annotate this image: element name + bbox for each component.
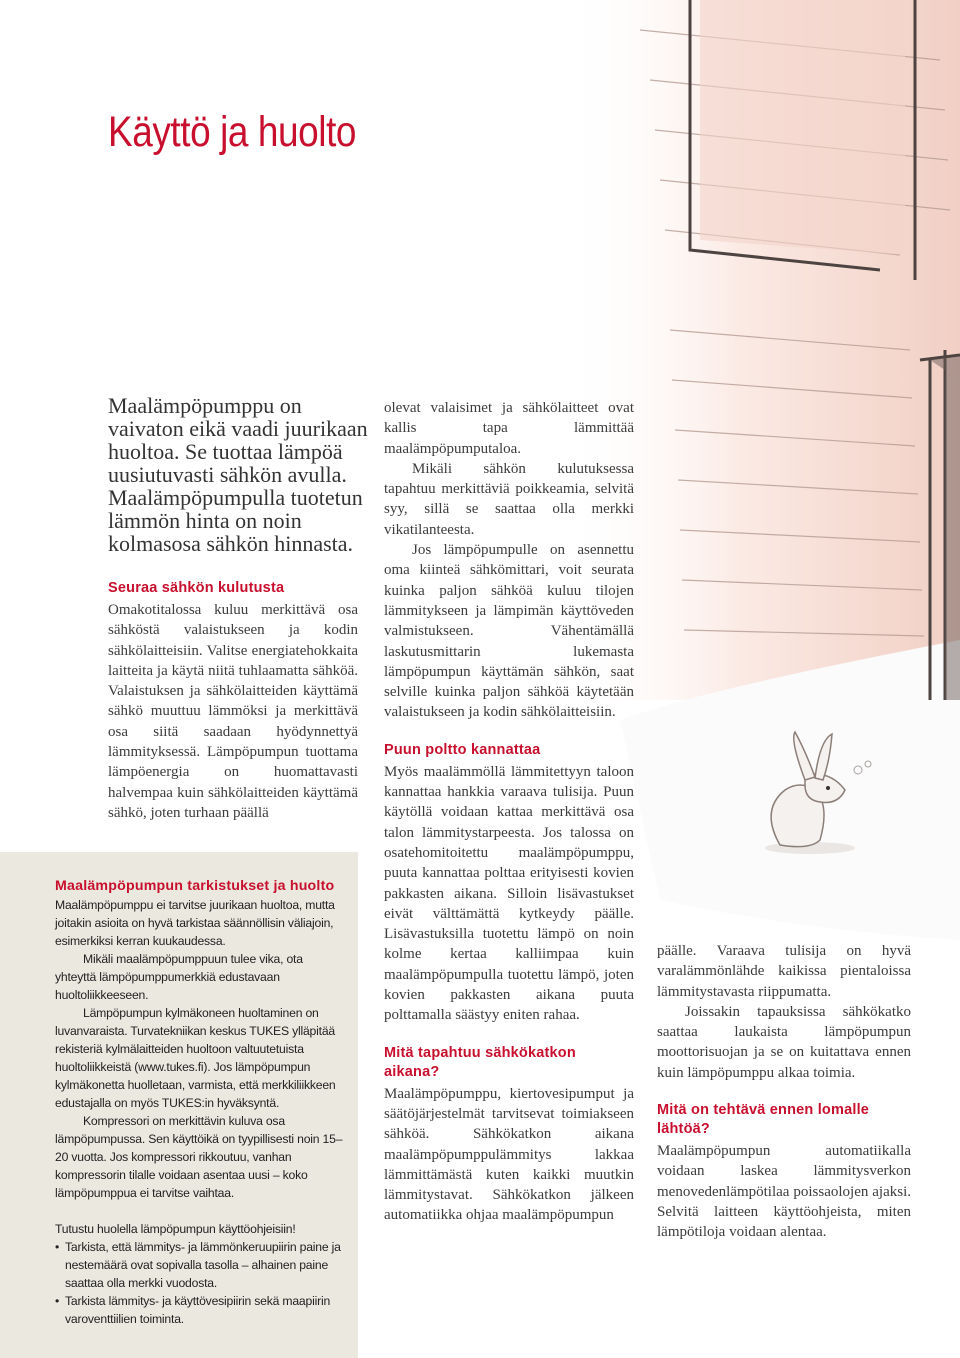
col2-paragraph-1: olevat valaisimet ja sähkölaitteet ovat kallis tapa lämmittää maalämpöpumputaloa. bbox=[384, 400, 634, 457]
sidebar-paragraph-3: Lämpöpumpun kylmäkoneen huoltaminen on luvanvaraista. Turvatekniikan keskus TUKES ylläpitää rekisteriä kylmälaitteiden huoltoon valtuutetuista huoltoliikkeistä (www.tukes.fi). Jos lämpöpumpun kylmäkonetta huolletaan, varmista, että merkkiliikkeen edustajalla on myös TUKES:in hyväksyntä. bbox=[55, 1006, 336, 1110]
sidebar-paragraph-5: Tutustu huolella lämpöpumpun käyttöohjeisiin! bbox=[55, 1222, 296, 1236]
sidebar-checklist bbox=[55, 1238, 345, 1328]
heading-wood-burning: Puun poltto kannattaa bbox=[384, 741, 541, 758]
checklist-item: • Tarkista, että lämmitys- ja lämmönkeruupiirin paine ja nestemäärä ovat sopivalla tasolla – alhainen paine saattaa olla merkki vuodosta. bbox=[55, 1238, 345, 1292]
heading-power-outage: Mitä tapahtuu sähkökatkon aikana? bbox=[384, 1044, 576, 1080]
column-3 bbox=[657, 941, 911, 1243]
col2-paragraph-5: Maalämpöpumppu, kiertovesipumput ja säätöjärjestelmät tarvitsevat toimiakseen sähköä. Sähkökatkon aikana maalämpöpumppulämmitys lakkaa lämmittämästä kuten kaikki muutkin lämmitystavat. Sähkökatkon jälkeen automatiikka ohjaa maalämpöpumpun bbox=[384, 1085, 634, 1224]
sidebar-heading: Maalämpöpumpun tarkistukset ja huolto bbox=[55, 878, 335, 894]
heading-before-vacation: Mitä on tehtävä ennen lomalle lähtöä? bbox=[657, 1102, 870, 1138]
col2-paragraph-4: Myös maalämmöllä lämmitettyyn taloon kannattaa hankkia varaava tulisija. Puun käytöllä voidaan kattaa merkittävä osa talon lämmitystarpeesta. Jos talossa on osatehomitoitettu maalämpöpumppu, puuta kannattaa polttaa erityisesti kovien pakkasten aikana. Silloin lisävastukset eivät välttämättä kytkeydy päälle. Lisävastuksilla tuotettu lämpö on noin kolme kertaa kalliimpaa kuin maalämpöpumpulla tuotettu lämpö, joten kovien pakkasten aikana puuta polttamalla säästyy eniten rahaa. bbox=[384, 763, 634, 1024]
col2-paragraph-2: Mikäli sähkön kulutuksessa tapahtuu merkittäviä poikkeamia, selvitä syy, sillä se saattaa olla merkki vikatilanteesta. bbox=[384, 460, 634, 538]
page-title: Käyttö ja huolto bbox=[108, 108, 357, 156]
col2-paragraph-3: Jos lämpöpumpulle on asennettu oma kiinteä sähkömittari, voit seurata kuinka paljon sähköä kuluu tilojen lämmitykseen ja lämpimän käyttöveden valmistukseen. Vähentämällä laskutusmittarin lukemasta lämpöpumpun käyttämän sähkön, saat selville kuinka paljon sähköä käytetään valaistukseen ja kodin sähkölaitteisiin. bbox=[384, 542, 634, 721]
col1-paragraph-1: Omakotitalossa kuluu merkittävä osa sähköstä valaistukseen ja kodin sähkölaitteisiin. Valitse energiatehokkaita laitteita ja käytä niitä tuhlaamatta sähköä. Valaistuksen ja sähkölaitteiden käyttämä sähkö muuttuu lämmöksi ja merkittävä osa siitä saadaan hyödynnettyä lämmityksessä. Lämpöpumpun tuottama lämpöenergia on huomattavasti halvempaa kuin sähkölaitteiden käyttämä sähkö, joten turhaan päällä bbox=[108, 602, 358, 821]
col3-paragraph-2: Joissakin tapauksissa sähkökatko saattaa laukaista lämpöpumpun moottorisuojan ja se on kuitattava ennen kuin lämpöpumppu alkaa toimia. bbox=[657, 1003, 911, 1081]
column-1 bbox=[108, 579, 358, 823]
sidebar-paragraph-2: Mikäli maalämpöpumppuun tulee vika, ota yhteyttä lämpöpumppumerkkiä edustavaan huoltoliikkeeseen. bbox=[55, 952, 303, 1002]
sidebar-paragraph-4: Kompressori on merkittävin kuluva osa lämpöpumpussa. Sen käyttöikä on tyypillisesti noin 15–20 vuotta. Jos kompressori rikkoutuu, vanhan kompressorin tilalle voidaan asentaa uusi – koko lämpöpumppua ei tarvitse vaihtaa. bbox=[55, 1114, 343, 1200]
intro-text: Maalämpöpumppu on vaivaton eikä vaadi juurikaan huoltoa. Se tuottaa lämpöä uusiutuvasti sähkön avulla. Maalämpöpumpulla tuotetun lämmön hinta on noin kolmasosa sähkön hinnasta. bbox=[108, 393, 368, 556]
checklist-item: • Tarkista lämmitys- ja käyttövesipiirin sekä maapiirin varoventtiilien toiminta. bbox=[55, 1292, 345, 1328]
maintenance-sidebar-text bbox=[55, 877, 345, 1328]
col3-paragraph-3: Maalämpöpumpun automatiikalla voidaan laskea lämmitysverkon menovedenlämpötilaa poissaolojen ajaksi. Selvitä laitteen käyttöohjeista, miten lämpötiloja voidaan alentaa. bbox=[657, 1143, 911, 1241]
column-2 bbox=[384, 398, 634, 1226]
sidebar-paragraph-1: Maalämpöpumppu ei tarvitse juurikaan huoltoa, mutta joitakin asioita on hyvä tarkistaa säännöllisin väliajoin, esimerkiksi kerran kuukaudessa. bbox=[55, 898, 335, 948]
col3-paragraph-1: päälle. Varaava tulisija on hyvä varalämmönlähde kaikissa pientaloissa lämmitystavasta riippumatta. bbox=[657, 943, 911, 1000]
heading-electricity-consumption: Seuraa sähkön kulutusta bbox=[108, 580, 285, 596]
